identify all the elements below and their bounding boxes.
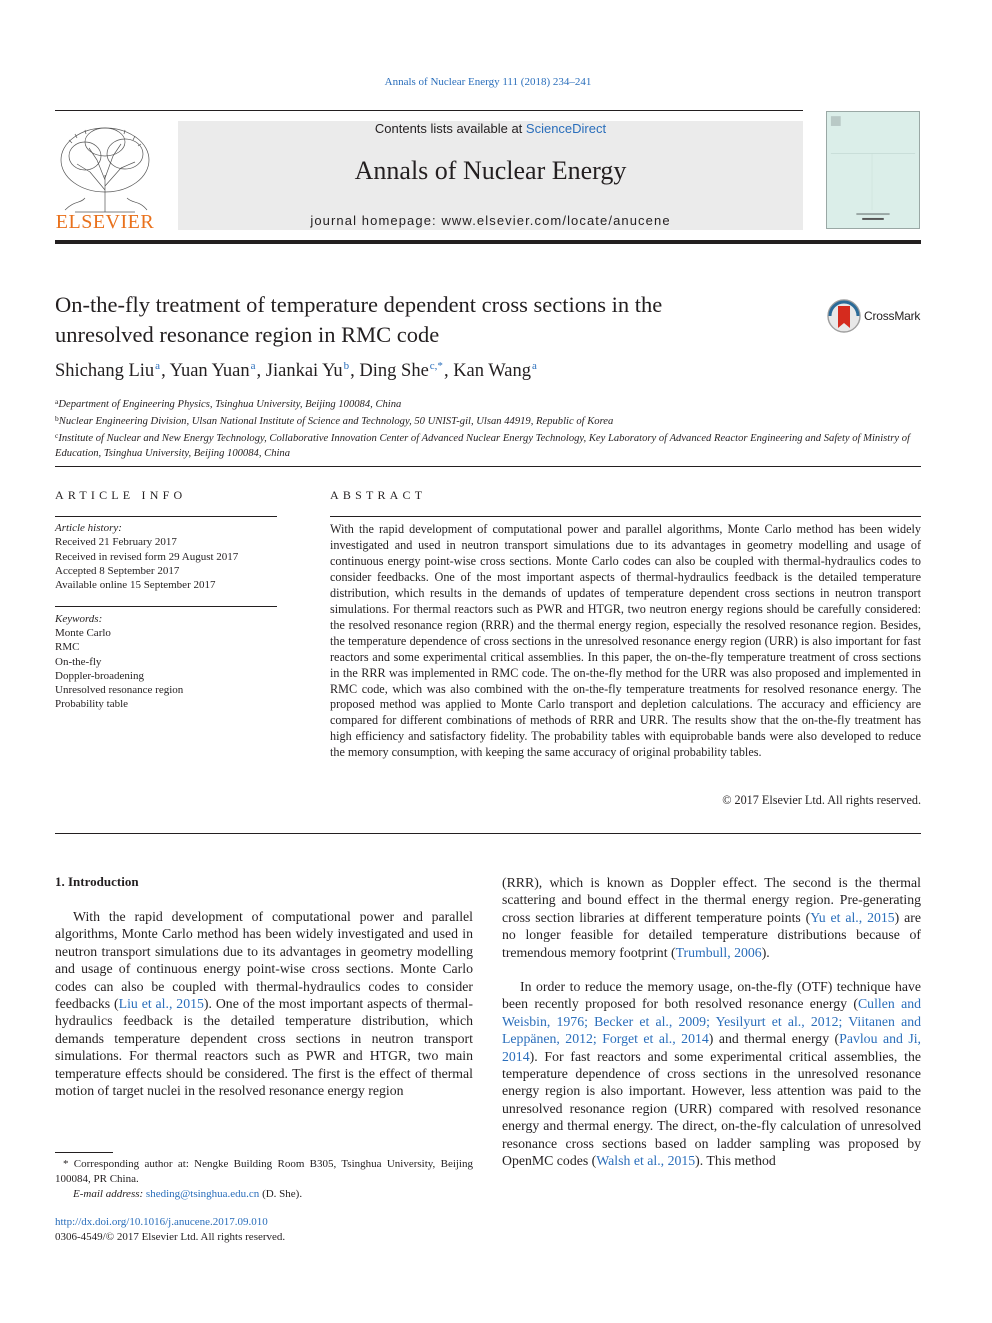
keyword-item: RMC [55,641,80,654]
citation-link[interactable]: Walsh et al., 2015 [596,1153,696,1169]
keyword-item: Monte Carlo [55,627,111,640]
journal-title: Annals of Nuclear Energy [354,156,627,185]
affiliation-item [55,395,921,412]
keywords-rule [55,606,277,607]
article-title [55,290,815,350]
affiliation-mark: c [55,431,59,441]
issn-copyright: 0306-4549/© 2017 Elsevier Ltd. All rights reserved. [55,1231,286,1243]
author-affiliation-mark[interactable]: a [250,360,256,372]
citation-link[interactable]: Trumbull, 2006 [675,944,762,960]
body-text: In order to reduce the memory usage, on-the-fly (OTF) technique have been recently proposed for both resolved resonance energy ( [502,979,921,1012]
contents-available-line: Contents lists available at ScienceDirect [374,121,607,136]
author-separator: , [443,361,454,381]
corresponding-author-note: * Corresponding author at: Nengke Building Room B305, Tsinghua University, Beijing 100084, PR China. [55,1158,473,1185]
corresponding-author-footnote [55,1157,473,1202]
journal-homepage-link[interactable]: journal homepage: www.elsevier.com/locate/anucene [310,213,671,228]
doi-link[interactable]: http://dx.doi.org/10.1016/j.anucene.2017.09.010 [55,1216,268,1228]
author-list [55,360,855,382]
affiliations-rule [55,466,921,467]
body-text: ) and thermal energy ( [708,1031,840,1047]
footnote-rule [55,1152,113,1153]
body-text: With the rapid development of computational power and parallel algorithms, Monte Carlo method has been widely investigated and used in neutron transport simulations due to its advantages in geometry modelling and usage of continuous energy point-wise cross sections. Monte Carlo codes can also be coupled with thermal-hydraulics codes to consider feedbacks ( [55,909,473,1012]
author-email-link[interactable]: sheding@tsinghua.edu.cn [145,1188,260,1200]
email-label: E-mail address: [73,1188,146,1200]
article-info-rule [55,516,277,517]
article-history [55,521,285,592]
history-received: Received 21 February 2017 [55,536,177,549]
abstract-body: With the rapid development of computational power and parallel algorithms, Monte Carlo method has been widely investigated and used in neutron transport simulations due to its advantages in geometry modelling and usage of continuous energy point-wise cross sections. Monte Carlo codes can also be coupled with thermal-hydraulics codes to consider feedbacks. One of the most important aspects of thermal-hydraulics feedback is the detailed temperature distribution, which results in the demands of updates of temperature dependent cross sections in neutron transport simulations. For thermal reactors such as PWR and HTGR, two neutron energy regions should be carefully considered: the resolved resonance region (RRR) and the thermal energy region, especially the resolved resonance region. Besides, the temperature dependence of cross sections in the unresolved resonance energy region (URR) is also important for fast reactors and some experimental critical assemblies. In this paper, the on-the-fly temperature treatment of cross sections in the RRR was implemented in RMC code. The on-the-fly method for the URR was also proposed and implemented in RMC code, which was also combined with the on-the-fly temperature treatments for resolved resonance energy. The proposed method was applied to Monte Carlo transport and depletion calculations. The accuracy and efficiency are compared for different combinations of methods of RRR and URR. The results show that the on-the-fly treatment has high efficiency and satisfactory fidelity. The probability tables with equiprobable bands were also developed to reduce the memory consumption, with keeping the same accuracy of original probability tables. [330,522,921,760]
keyword-item: On-the-fly [55,655,102,668]
keywords [55,612,285,711]
history-accepted: Accepted 8 September 2017 [55,564,180,577]
citation-link[interactable]: Liu et al., 2015 [118,996,204,1012]
author-affiliation-mark[interactable]: a [155,360,161,372]
crossmark-label[interactable]: CrossMark [864,309,921,323]
citation-link[interactable]: Yu et al., 2015 [810,909,895,925]
keyword-item: Doppler-broadening [55,669,144,682]
affiliation-mark: a [55,397,59,406]
author-name[interactable]: Jiankai Yu [265,361,343,381]
journal-cover-thumbnail[interactable] [826,111,920,229]
history-online: Available online 15 September 2017 [55,579,216,592]
citation-link[interactable]: Pavlou and Ji, 2014 [502,1031,921,1064]
author-affiliation-mark[interactable]: a [532,360,537,372]
keyword-item: Unresolved resonance region [55,684,184,697]
author-name[interactable]: Ding She [359,361,429,381]
keyword-item: Probability table [55,698,129,711]
author-affiliation-mark[interactable]: b [343,360,350,372]
author-separator: , [256,361,266,381]
citation-link[interactable]: Cullen and Weisbin, 1976; Becker et al., 2009; Yesilyurt et al., 2012; Viitanen and Leppänen, 2012; Forget et al., 2014 [502,996,921,1047]
abstract-bottom-rule [55,833,921,834]
body-text: ). For fast reactors and some experimental critical assemblies, the temperature dependence of cross sections in the unresolved resonance energy region is also important. However, less attention was paid to the unresolved resonance region (URR) compared with resolved resonance energy and thermal energy. The direct, on-the-fly calculation of unresolved resonance cross sections based on ladder sampling was proposed by OpenMC codes ( [502,1048,921,1169]
section-heading-introduction: 1. Introduction [55,874,139,889]
keywords-label: Keywords: [55,613,103,625]
body-text: ) are no longer feasible for detailed temperature distributions because of tremendous memory footprint ( [502,909,921,960]
author-separator: , [161,361,170,381]
article-info-heading: ARTICLE INFO [55,488,187,502]
article-title-line-1: On-the-fly treatment of temperature dependent cross sections in the [55,292,663,317]
intro-paragraph-1 [55,908,473,1099]
header-top-rule [55,110,803,111]
body-text: ). One of the most important aspects of thermal-hydraulics feedback is the detailed temperature distribution, which demands temperature dependent cross sections in neutron transport simulations. For thermal reactors such as PWR and HTGR, two main temperature effects should be considered. The first is the effect of thermal motion of target nuclei in the resolved resonance energy region [55,996,473,1099]
sciencedirect-link[interactable]: ScienceDirect [525,121,607,136]
email-suffix: (D. She). [259,1188,303,1200]
author-affiliation-mark[interactable]: c,* [429,360,443,372]
body-text: (RRR), which is known as Doppler effect. The second is the thermal scattering and bound effect in the thermal energy region. Pre-generating cross section libraries at different temperature points ( [502,875,921,925]
body-text: ). This method [695,1153,776,1169]
elsevier-wordmark: ELSEVIER [55,211,155,233]
author-name[interactable]: Kan Wang [453,361,531,381]
intro-paragraph-2 [502,978,921,1169]
author-separator: , [350,361,360,381]
author-name[interactable]: Yuan Yuan [169,361,250,381]
history-label: Article history: [55,522,122,534]
affiliation-item [55,429,921,460]
intro-paragraph-1-continued [502,874,921,961]
affiliation-text: Nuclear Engineering Division, Ulsan National Institute of Science and Technology, 50 UNIST-gil, Ulsan 44919, Republic of Korea [58,416,614,428]
affiliations [55,395,921,461]
abstract-copyright: © 2017 Elsevier Ltd. All rights reserved. [722,793,921,807]
affiliation-mark: b [55,414,59,424]
history-revised: Received in revised form 29 August 2017 [55,550,239,563]
affiliation-item [55,412,921,429]
body-text: ). [761,944,770,960]
header-bottom-rule [55,240,921,244]
affiliation-text: Institute of Nuclear and New Energy Technology, Collaborative Innovation Center of Advanced Nuclear Energy Technology, Key Laboratory of Advanced Reactor Engineering and Safety of Ministry of Education, Tsinghua University, Beijing 100084, China [55,433,910,459]
journal-reference[interactable]: Annals of Nuclear Energy 111 (2018) 234–241 [384,76,592,88]
abstract-top-rule [330,516,921,517]
affiliation-text: Department of Engineering Physics, Tsinghua University, Beijing 100084, China [58,399,402,410]
author-name[interactable]: Shichang Liu [55,361,155,381]
article-title-line-2: unresolved resonance region in RMC code [55,322,440,347]
abstract-heading: ABSTRACT [330,488,427,502]
